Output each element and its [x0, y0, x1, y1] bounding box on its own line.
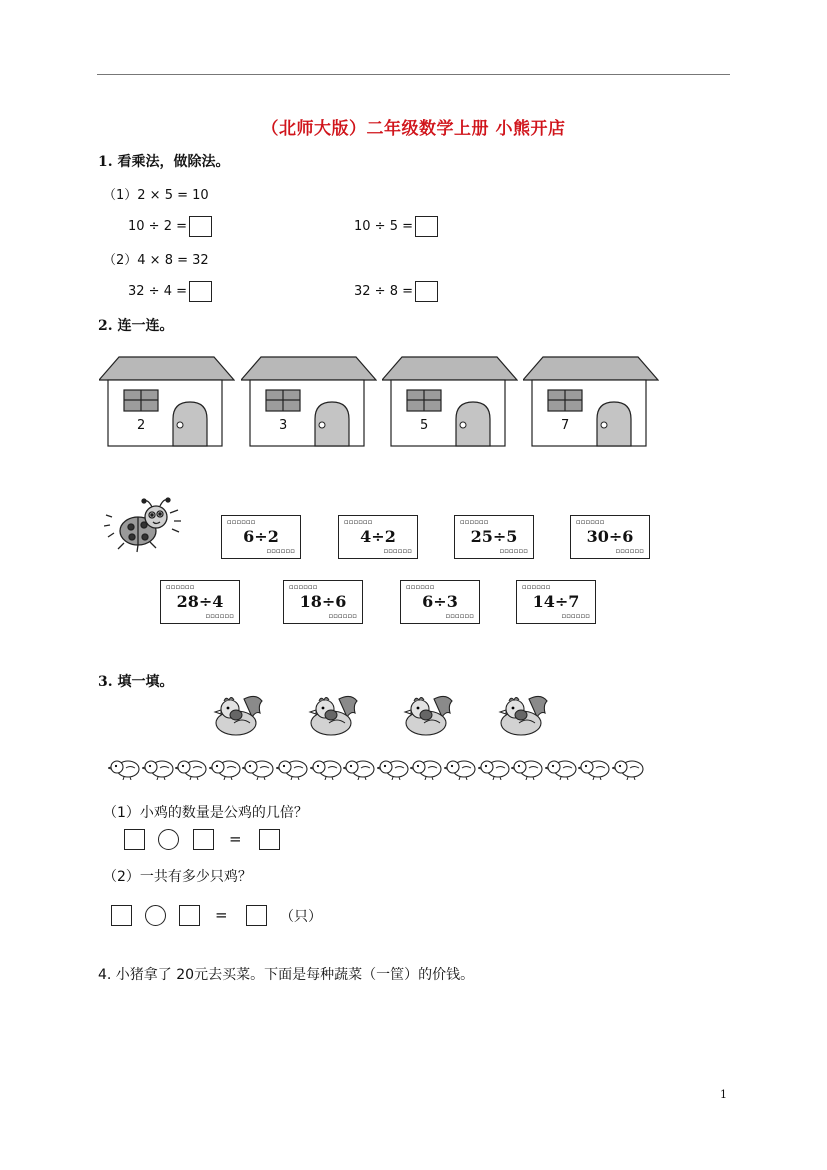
card-expression: 6÷2 — [243, 527, 279, 546]
answer-box[interactable] — [124, 829, 145, 850]
division-card[interactable] — [570, 515, 650, 559]
chick-icon — [276, 758, 310, 780]
card-dots-top: ▫▫▫▫▫▫ — [166, 583, 195, 591]
answer-box[interactable] — [189, 281, 212, 302]
card-expression: 4÷2 — [360, 527, 396, 546]
division-card[interactable] — [283, 580, 363, 624]
chick-icon — [612, 758, 646, 780]
q4-text: 4. 小猪拿了 20元去买菜。下面是每种蔬菜（一筐）的价钱。 — [98, 967, 475, 983]
card-dots-top: ▫▫▫▫▫▫ — [406, 583, 435, 591]
chick-icon — [175, 758, 209, 780]
division-card[interactable] — [454, 515, 534, 559]
house-icon — [241, 356, 377, 448]
card-dots-bottom: ▫▫▫▫▫▫ — [328, 612, 357, 620]
answer-box[interactable] — [179, 905, 200, 926]
q3-heading: 3. 填一填。 — [98, 674, 174, 690]
q1-part1-b — [354, 216, 438, 237]
answer-box[interactable] — [415, 216, 438, 237]
answer-box[interactable] — [415, 281, 438, 302]
card-dots-top: ▫▫▫▫▫▫ — [576, 518, 605, 526]
rooster-icon — [307, 693, 359, 737]
house-number: 7 — [561, 418, 570, 433]
division-card[interactable] — [338, 515, 418, 559]
card-expression: 30÷6 — [586, 527, 634, 546]
rooster-icon — [402, 693, 454, 737]
card-expression: 28÷4 — [176, 592, 224, 611]
chick-icon — [142, 758, 176, 780]
house[interactable] — [382, 356, 518, 448]
chick-icon — [108, 758, 142, 780]
chick-icon — [511, 758, 545, 780]
card-dots-bottom: ▫▫▫▫▫▫ — [615, 547, 644, 555]
house-number: 3 — [279, 418, 288, 433]
card-expression: 18÷6 — [299, 592, 347, 611]
division-card[interactable] — [221, 515, 301, 559]
ladybug-icon — [104, 495, 182, 553]
q1-part2-a-text: 32 ÷ 4 = — [128, 284, 187, 299]
card-dots-bottom: ▫▫▫▫▫▫ — [266, 547, 295, 555]
division-card[interactable] — [516, 580, 596, 624]
q1-part2-label: （2）4 × 8 = 32 — [103, 253, 209, 268]
chick-icon — [478, 758, 512, 780]
q1-part2-a — [128, 281, 212, 302]
equals-sign: = — [229, 830, 242, 848]
answer-box[interactable] — [259, 829, 280, 850]
chick-icon — [209, 758, 243, 780]
q1-part1-label: （1）2 × 5 = 10 — [103, 188, 209, 203]
card-dots-top: ▫▫▫▫▫▫ — [227, 518, 256, 526]
answer-box[interactable] — [246, 905, 267, 926]
chick-icon — [242, 758, 276, 780]
chick-icon — [545, 758, 579, 780]
house-icon — [382, 356, 518, 448]
card-expression: 25÷5 — [470, 527, 518, 546]
answer-box[interactable] — [111, 905, 132, 926]
house[interactable] — [99, 356, 235, 448]
card-dots-bottom: ▫▫▫▫▫▫ — [383, 547, 412, 555]
chick-icon — [444, 758, 478, 780]
page-title: （北师大版）二年级数学上册 小熊开店 — [261, 119, 566, 139]
header-rule — [97, 74, 730, 75]
q3-sub1: （1）小鸡的数量是公鸡的几倍？ — [103, 805, 308, 821]
house-number: 5 — [420, 418, 429, 433]
chick-icon — [578, 758, 612, 780]
chick-icon — [377, 758, 411, 780]
house-icon — [523, 356, 659, 448]
division-card[interactable] — [400, 580, 480, 624]
q2-heading: 2. 连一连。 — [98, 318, 174, 334]
house-number: 2 — [137, 418, 146, 433]
q1-part1-b-text: 10 ÷ 5 = — [354, 219, 413, 234]
q1-heading: 1. 看乘法，做除法。 — [98, 154, 230, 170]
operator-circle[interactable] — [145, 905, 166, 926]
chick-icon — [343, 758, 377, 780]
division-card[interactable] — [160, 580, 240, 624]
answer-box[interactable] — [193, 829, 214, 850]
q1-part2-b — [354, 281, 438, 302]
q1-part2-b-text: 32 ÷ 8 = — [354, 284, 413, 299]
card-dots-bottom: ▫▫▫▫▫▫ — [561, 612, 590, 620]
card-dots-bottom: ▫▫▫▫▫▫ — [445, 612, 474, 620]
card-expression: 14÷7 — [532, 592, 580, 611]
card-dots-top: ▫▫▫▫▫▫ — [289, 583, 318, 591]
operator-circle[interactable] — [158, 829, 179, 850]
house-icon — [99, 356, 235, 448]
unit-label: （只） — [280, 909, 322, 925]
rooster-icon — [212, 693, 264, 737]
page-number: 1 — [720, 1088, 727, 1101]
rooster-icon — [497, 693, 549, 737]
q1-part1-a — [128, 216, 212, 237]
house[interactable] — [523, 356, 659, 448]
chick-icon — [310, 758, 344, 780]
card-dots-top: ▫▫▫▫▫▫ — [344, 518, 373, 526]
q3-sub2: （2）一共有多少只鸡？ — [103, 869, 252, 885]
card-dots-bottom: ▫▫▫▫▫▫ — [499, 547, 528, 555]
card-expression: 6÷3 — [422, 592, 458, 611]
card-dots-bottom: ▫▫▫▫▫▫ — [205, 612, 234, 620]
card-dots-top: ▫▫▫▫▫▫ — [460, 518, 489, 526]
chick-icon — [410, 758, 444, 780]
card-dots-top: ▫▫▫▫▫▫ — [522, 583, 551, 591]
answer-box[interactable] — [189, 216, 212, 237]
q1-part1-a-text: 10 ÷ 2 = — [128, 219, 187, 234]
house[interactable] — [241, 356, 377, 448]
equals-sign: = — [215, 906, 228, 924]
